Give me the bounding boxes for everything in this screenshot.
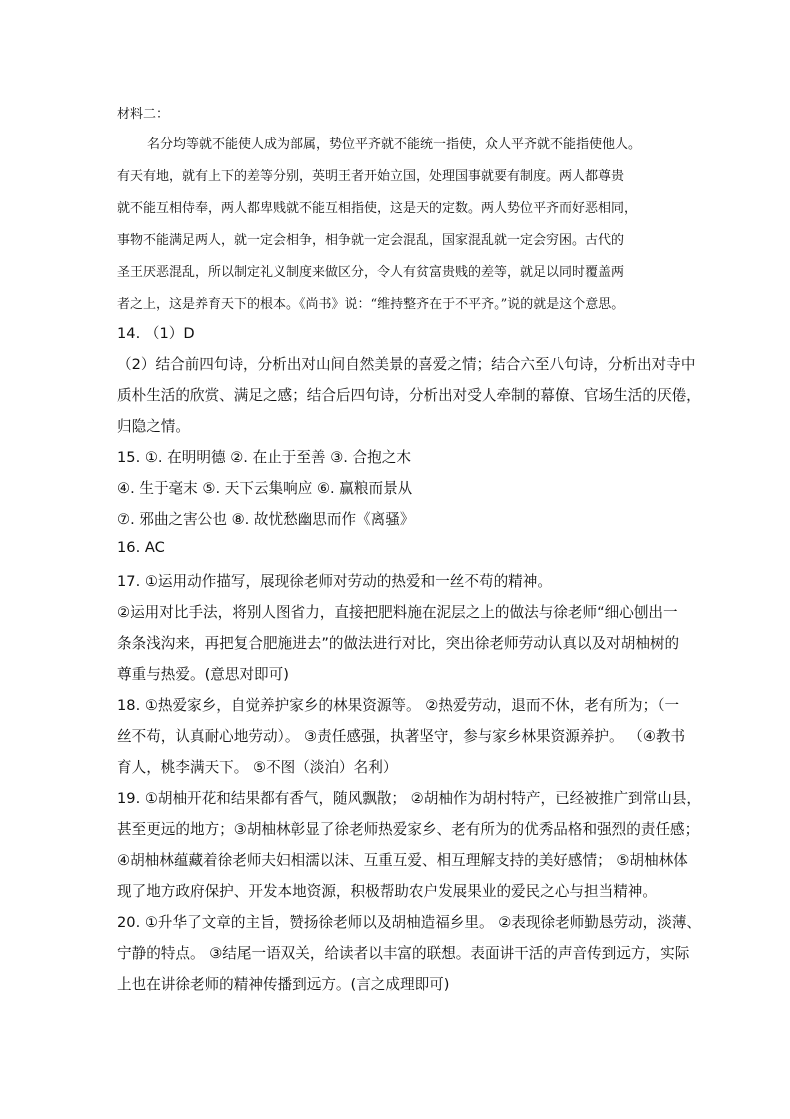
material-line-4: 事物不能满足两人，就一定会相争，相争就一定会混乱，国家混乱就一定会穷困。古代的 (117, 233, 625, 248)
answer-line: 尊重与热爱。(意思对即可) (117, 666, 289, 683)
answer-line: ⑦. 邪曲之害公也 ⑧. 故忧愁幽思而作《离骚》 (117, 511, 415, 528)
answer-line: 条条浅沟来，再把复合肥施进去”的做法进行对比，突出徐老师劳动认真以及对胡柚树的 (117, 635, 680, 652)
answer-line: 质朴生活的欣赏、满足之感；结合后四句诗，分析出对受人牵制的幕僚、官场生活的厌倦， (117, 387, 701, 404)
answer-line: 17. ①运用动作描写，展现徐老师对劳动的热爱和一丝不苟的精神。 (117, 573, 552, 590)
answer-line: 20. ①升华了文章的主旨，赞扬徐老师以及胡柚造福乡里。 ②表现徐老师勤恳劳动，淡薄、 (117, 914, 702, 931)
answer-line: 上也在讲徐老师的精神传播到远方。(言之成理即可) (117, 976, 450, 993)
answer-line: 现了地方政府保护、开发本地资源，积极帮助农户发展果业的爱民之心与担当精神。 (117, 883, 657, 900)
material-heading: 材料二： (117, 107, 170, 122)
answer-line: ②运用对比手法，将别人图省力，直接把肥料施在泥层之上的做法与徐老师“细心刨出一 (117, 604, 678, 621)
answer-line: ④. 生于毫末 ⑤. 天下云集响应 ⑥. 赢粮而景从 (117, 480, 413, 497)
answer-line: 14. （1）D (117, 325, 195, 342)
material-line-6: 者之上，这是养育天下的根本。《尚书》说：“维持整齐在于不平齐。”说的就是这个意思。 (117, 297, 625, 312)
answer-line: 15. ①. 在明明德 ②. 在止于至善 ③. 合抱之木 (117, 449, 411, 466)
material-line-5: 圣王厌恶混乱，所以制定礼义制度来做区分，令人有贫富贵贱的差等，就足以同时覆盖两 (117, 265, 625, 280)
answer-line: 宁静的特点。 ③结尾一语双关，给读者以丰富的联想。表面讲干活的声音传到远方，实际 (117, 945, 690, 962)
answer-line: 16. AC (117, 539, 165, 556)
material-line-3: 就不能互相侍奉，两人都卑贱就不能互相指使，这是天的定数。两人势位平齐而好恶相同， (117, 201, 638, 216)
answer-line: （2）结合前四句诗，分析出对山间自然美景的喜爱之情；结合六至八句诗，分析出对寺中 (117, 356, 696, 373)
material-line-2: 有天有地，就有上下的差等分别，英明王者开始立国，处理国事就要有制度。两人都尊贵 (117, 169, 625, 184)
material-line-1: 名分均等就不能使人成为部属，势位平齐就不能统一指使，众人平齐就不能指使他人。 (147, 137, 642, 152)
answer-line: ④胡柚林蕴藏着徐老师夫妇相濡以沫、互重互爱、相互理解支持的美好感情； ⑤胡柚林体 (117, 852, 688, 869)
answer-line: 育人，桃李满天下。 ⑤不图（淡泊）名利） (117, 759, 398, 776)
answer-line: 归隐之情。 (117, 418, 190, 435)
answer-line: 丝不苟，认真耐心地劳动）。 ③责任感强，执著坚守，参与家乡林果资源养护。 （④教书 (117, 728, 686, 745)
answer-line: 18. ①热爱家乡，自觉养护家乡的林果资源等。 ②热爱劳动，退而不休，老有所为；（一 (117, 697, 680, 714)
answer-line: 甚至更远的地方；③胡柚林彰显了徐老师热爱家乡、老有所为的优秀品格和强烈的责任感； (117, 821, 700, 838)
answer-line: 19. ①胡柚开花和结果都有香气，随风飘散； ②胡柚作为胡村特产，已经被推广到常山县， (117, 790, 702, 807)
